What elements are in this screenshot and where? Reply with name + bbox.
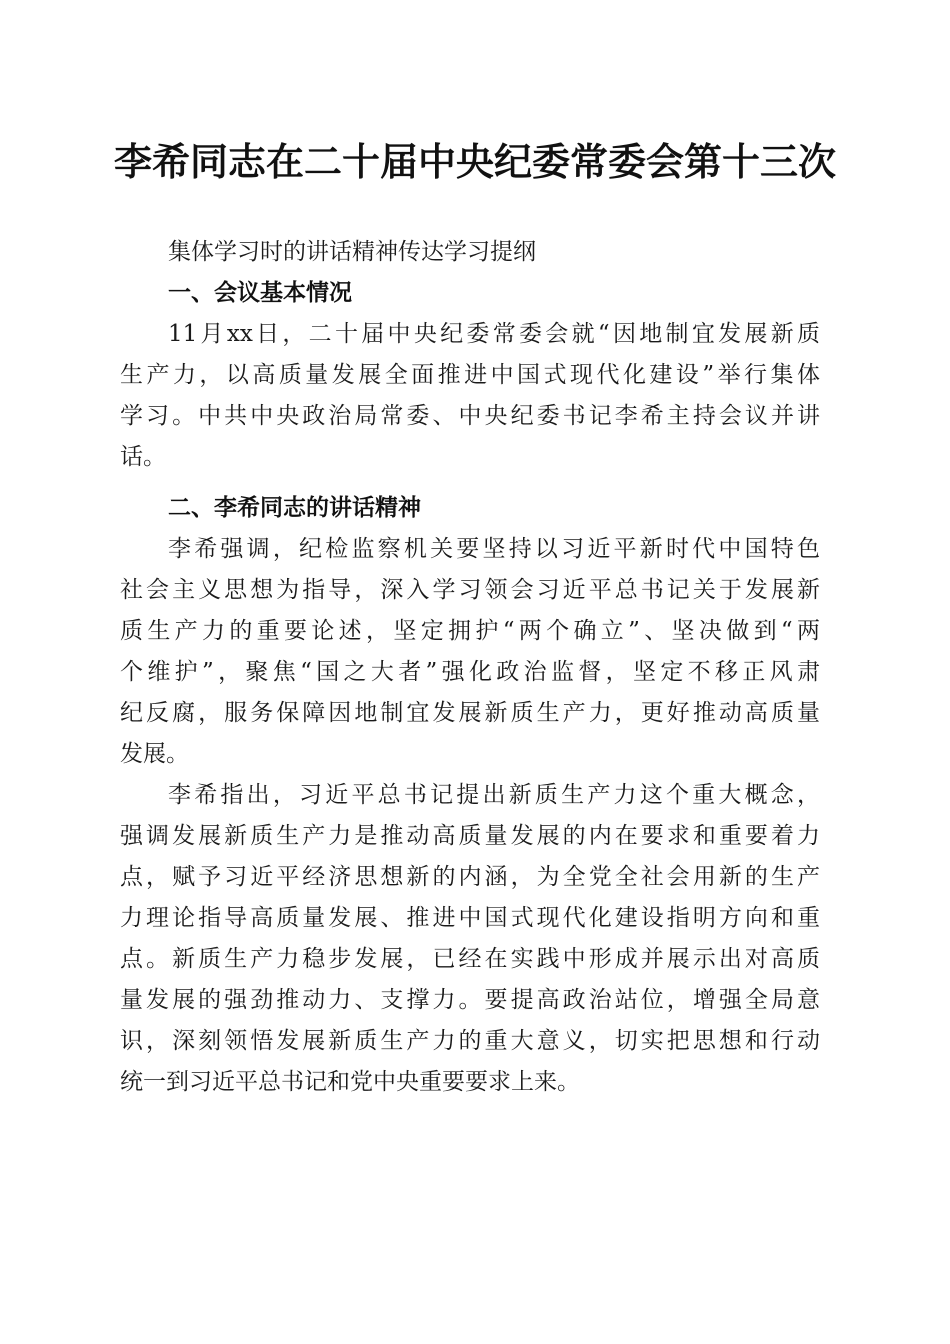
paragraph-line: 学习。中共中央政治局常委、中央纪委书记李希主持会议并讲 bbox=[120, 403, 820, 429]
section-heading-1: 一、会议基本情况 bbox=[168, 280, 352, 306]
paragraph-line: 识，深刻领悟发展新质生产力的重大意义，切实把思想和行动 bbox=[120, 1028, 820, 1054]
paragraph-line: 李希指出，习近平总书记提出新质生产力这个重大概念， bbox=[168, 782, 820, 808]
paragraph-line: 个维护”，聚焦“国之大者”强化政治监督，坚定不移正风肃 bbox=[120, 659, 820, 685]
paragraph-line: 发展。 bbox=[120, 741, 189, 767]
section-2-paragraph-2 bbox=[120, 775, 820, 1103]
paragraph-line: 力理论指导高质量发展、推进中国式现代化建设指明方向和重 bbox=[120, 905, 820, 931]
paragraph-line: 点。新质生产力稳步发展，已经在实践中形成并展示出对高质 bbox=[120, 946, 820, 972]
paragraph-line: 李希强调，纪检监察机关要坚持以习近平新时代中国特色 bbox=[168, 536, 820, 562]
paragraph-line: 生产力，以高质量发展全面推进中国式现代化建设”举行集体 bbox=[120, 362, 820, 388]
paragraph-line: 强调发展新质生产力是推动高质量发展的内在要求和重要着力 bbox=[120, 823, 820, 849]
section-heading-2: 二、李希同志的讲话精神 bbox=[168, 495, 421, 521]
paragraph-line: 11月xx日，二十届中央纪委常委会就“因地制宜发展新质 bbox=[168, 321, 820, 347]
paragraph-line: 话。 bbox=[120, 444, 166, 470]
paragraph-line: 纪反腐，服务保障因地制宜发展新质生产力，更好推动高质量 bbox=[120, 700, 820, 726]
section-2-paragraph-1 bbox=[120, 529, 820, 775]
document-subtitle: 集体学习时的讲话精神传达学习提纲 bbox=[168, 239, 536, 265]
document-title: 李希同志在二十届中央纪委常委会第十三次 bbox=[113, 140, 836, 184]
paragraph-line: 点，赋予习近平经济思想新的内涵，为全党全社会用新的生产 bbox=[120, 864, 820, 890]
paragraph-line: 质生产力的重要论述，坚定拥护“两个确立”、坚决做到“两 bbox=[120, 618, 820, 644]
paragraph-line: 社会主义思想为指导，深入学习领会习近平总书记关于发展新 bbox=[120, 577, 820, 603]
paragraph-line: 量发展的强劲推动力、支撑力。要提高政治站位，增强全局意 bbox=[120, 987, 820, 1013]
paragraph-line: 统一到习近平总书记和党中央重要要求上来。 bbox=[120, 1069, 580, 1095]
document-body bbox=[120, 232, 820, 1103]
section-1-paragraph bbox=[120, 314, 820, 478]
